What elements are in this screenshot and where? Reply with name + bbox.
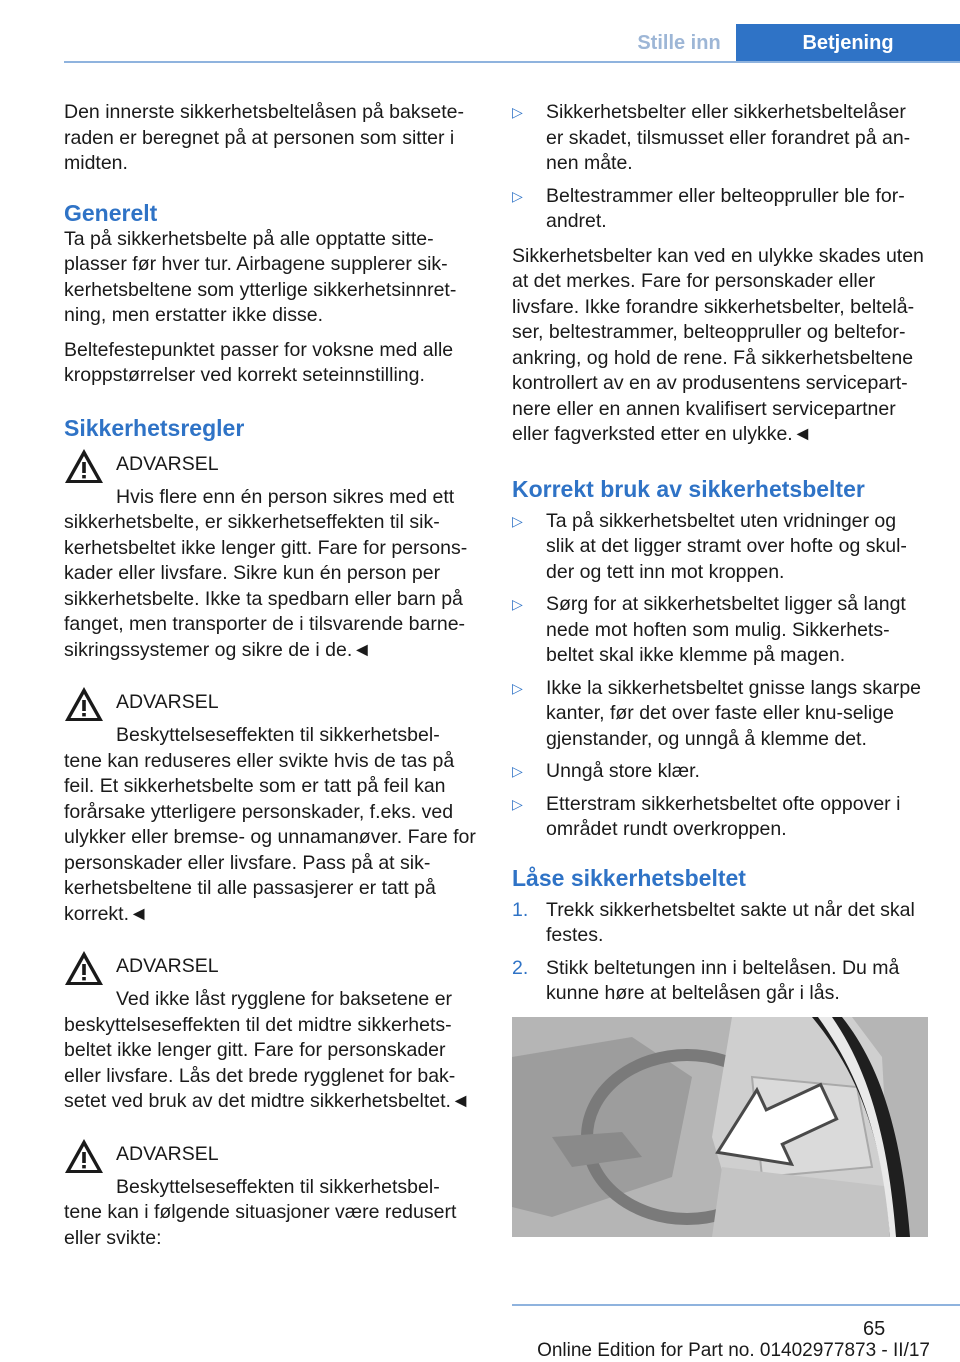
list-item: ▷ Ta på sikkerhetsbeltet uten vridninger og slik at det ligger stramt over hofte og skul-der og tett inn mot kroppen. bbox=[512, 509, 928, 586]
list-item: ▷ Unngå store klær. bbox=[512, 759, 928, 785]
left-column bbox=[64, 100, 478, 1274]
bullet-triangle-icon: ▷ bbox=[512, 512, 523, 529]
list-item: ▷ Sørg for at sikkerhetsbeltet ligger så langt nede mot hoften som mulig. Sikkerhets-beltet skal ikke klemme på magen. bbox=[512, 592, 928, 669]
list-item: ▷ Sikkerhetsbelter eller sikkerhetsbeltelåser er skadet, tilsmusset eller forandret på an-nen måte. bbox=[512, 100, 928, 177]
tab-betjening[interactable]: Betjening bbox=[736, 24, 960, 62]
warning-label: ADVARSEL bbox=[116, 1142, 219, 1165]
warning-block-1 bbox=[64, 448, 478, 664]
warning-block-2 bbox=[64, 686, 478, 927]
bullet-list-conditions bbox=[512, 100, 928, 235]
bullet-triangle-icon: ▷ bbox=[512, 104, 523, 120]
warning-block-3 bbox=[64, 950, 478, 1115]
bullet-triangle-icon: ▷ bbox=[512, 795, 523, 812]
header-tabs bbox=[622, 24, 960, 62]
warning-triangle-icon bbox=[64, 949, 104, 987]
car-seat-illustration-icon bbox=[512, 1017, 928, 1237]
warning-label: ADVARSEL bbox=[116, 691, 219, 713]
right-column bbox=[512, 100, 928, 1237]
list-item: 2. Stikk beltetungen inn i beltelåsen. Du må kunne høre at beltelåsen går i lås. bbox=[512, 956, 900, 1004]
bullet-triangle-icon: ▷ bbox=[512, 187, 523, 204]
bullet-triangle-icon: ▷ bbox=[512, 679, 523, 696]
intro-paragraph: Den innerste sikkerhetsbeltelåsen på baksete-raden er beregnet på at personen som sitter i midten. bbox=[64, 101, 464, 174]
warning-triangle-icon bbox=[64, 1137, 104, 1175]
heading-sikkerhetsregler: Sikkerhetsregler bbox=[64, 414, 245, 441]
warning-triangle-icon bbox=[64, 685, 104, 723]
warning-text: Hvis flere enn én person sikres med ett sikkerhetsbelte, er sikkerhetseffekten til sik-kerhetsbeltet ikke lenger gitt. Fare for persons-kader eller livsfare. Sikre kun én person per sikkerhetsbelte. Ikke ta spedbarn eller barn på fanget, men transporter de i tilsvarende barne-sikringssystemer og sikre de i de.◄ bbox=[64, 485, 468, 661]
page-number: 65 bbox=[863, 1318, 886, 1340]
heading-korrekt-bruk: Korrekt bruk av sikkerhetsbelter bbox=[512, 475, 865, 502]
warning-label: ADVARSEL bbox=[116, 955, 219, 977]
numbered-list-steps bbox=[512, 898, 928, 1007]
header-divider bbox=[64, 61, 960, 63]
footer-edition: Online Edition for Part no. 01402977873 - II/17 bbox=[537, 1340, 930, 1361]
generelt-paragraph-2: Beltefestepunktet passer for voksne med alle kroppstørrelser ved korrekt seteinnstilling. bbox=[64, 338, 454, 386]
warning-block-4 bbox=[64, 1138, 478, 1252]
heading-laase-sikkerhetsbeltet: Låse sikkerhetsbeltet bbox=[512, 864, 746, 891]
generelt-paragraph-1: Ta på sikkerhetsbelte på alle opptatte sitte-plasser før hver tur. Airbagene supplerer sik-kerhetsbeltene som ytterlige sikkerhetsinnret-ning, men erstatter ikke disse. bbox=[64, 227, 457, 326]
bullet-triangle-icon: ▷ bbox=[512, 763, 523, 779]
warning-text: Ved ikke låst rygglene for baksetene er beskyttelseseffekten til det midtre sikkerhets-beltet ikke lenger gitt. Fare for personskader eller livsfare. Lås det brede rygglenet for bak-setet ved bruk av det midtre sikkerhetsbeltet.◄ bbox=[64, 988, 471, 1112]
warning-triangle-icon bbox=[64, 447, 104, 485]
list-item: 1. Trekk sikkerhetsbeltet sakte ut når det skal festes. bbox=[512, 898, 915, 946]
warning-text: Beskyttelseseffekten til sikkerhetsbel- tene kan i følgende situasjoner være redusert eller svikte: bbox=[64, 1175, 457, 1249]
footer-divider bbox=[512, 1304, 960, 1306]
tab-stille-inn[interactable]: Stille inn bbox=[637, 31, 721, 54]
list-item: ▷ Beltestrammer eller belteoppruller ble for-andret. bbox=[512, 184, 928, 235]
warning-text: Beskyttelseseffekten til sikkerhetsbel- tene kan reduseres eller svikte hvis de tas på feil. Et sikkerhetsbelte som er tatt på feil kan forårsake ytterligere personskader, f.eks. ved ulykker eller bremse- og unnamanøver. Fare for personskader eller livsfare. Pass på at sik-kerhetsbeltene til alle passasjerer er tatt på korrekt.◄ bbox=[64, 724, 476, 925]
list-item: ▷ Etterstram sikkerhetsbeltet ofte oppover i området rundt overkroppen. bbox=[512, 792, 928, 843]
list-item: ▷ Ikke la sikkerhetsbeltet gnisse langs skarpe kanter, før det over faste eller knu-selige gjenstander, og unngå å klemme det. bbox=[512, 676, 928, 753]
bullet-list-korrekt bbox=[512, 509, 928, 843]
warning-label: ADVARSEL bbox=[116, 452, 219, 475]
heading-generelt: Generelt bbox=[64, 199, 158, 226]
seatbelt-illustration bbox=[512, 1017, 928, 1237]
warning-continuation: Sikkerhetsbelter kan ved en ulykke skades uten at det merkes. Fare for personskader eller livsfare. Ikke forandre sikkerhetsbelter, beltelå-ser, beltestrammer, belteoppruller og beltefor-ankring, og hold de rene. Få sikkerhetsbeltene kontrollert av en av produsentens servicepart-nere eller en annen kvalifisert servicepartner eller fagverksted etter en ulykke.◄ bbox=[512, 244, 924, 445]
bullet-triangle-icon: ▷ bbox=[512, 596, 523, 612]
